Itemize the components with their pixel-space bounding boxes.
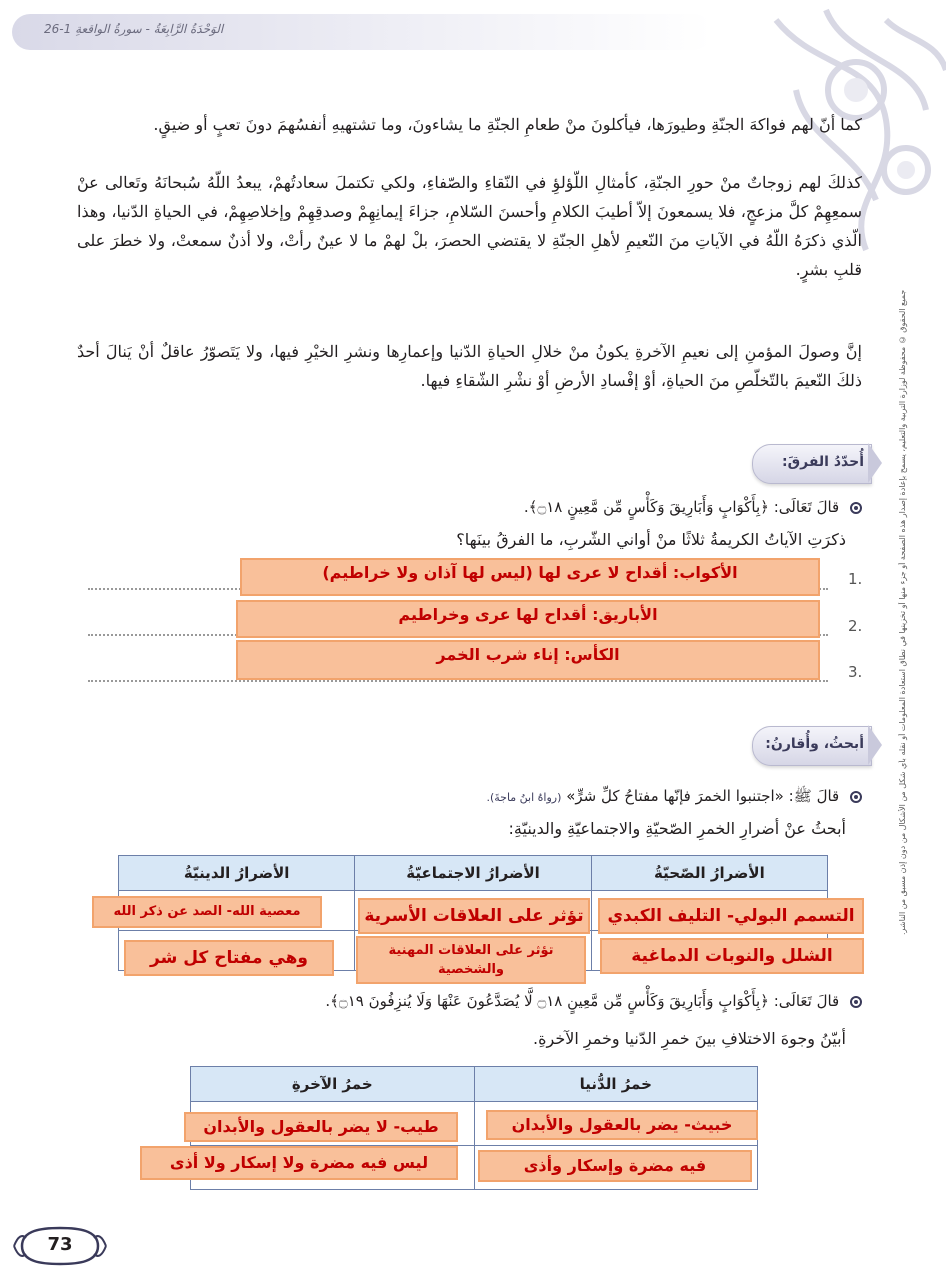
answer-number-3: 3. [848,663,863,681]
header-akhira: خمرُ الآخرةِ [191,1067,475,1102]
answer-box-3[interactable]: الكأس: إناء شرب الخمر [236,640,820,680]
dunya-answer-2[interactable]: فيه مضرة وإسكار وأذى [478,1150,752,1182]
answer-box-1[interactable]: الأكواب: أقداح لا عرى لها (ليس لها آذان ولا خراطيم) [240,558,820,596]
paragraph-1: كما أنّ لهم فواكهَ الجنّةِ وطيورَها، فيأكلونَ منْ طعامِ الجنّةِ ما يشاءونَ، وما تشتهيهِ أنفسُهمَ دونَ تعبٍ أو ضيقٍ. [153,115,862,134]
tab-arrow-icon [868,443,882,483]
answer-number-2: 2. [848,617,863,635]
target-bullet-icon [850,996,862,1008]
akhira-answer-1[interactable]: طيب- لا يضر بالعقول والأبدان [184,1112,458,1142]
akhira-answer-2[interactable]: ليس فيه مضرة ولا إسكار ولا أذى [140,1146,458,1180]
hadith-text: «اجتنبوا الخمرَ فإنّها مفتاحُ كلِّ شرٍّ» [566,787,784,805]
religious-answer-2[interactable]: وهي مفتاح كل شر [124,940,334,976]
question-difference-wine: أبيّنُ وجوهَ الاختلافِ بينَ خمرِ الدّنيا وخمرِ الآخرةِ. [533,1029,846,1048]
dunya-answer-1[interactable]: خبيث- يضر بالعقول والأبدان [486,1110,758,1140]
religious-answer-1[interactable]: معصية الله- الصد عن ذكر الله [92,896,322,928]
question-harms: أبحثُ عنْ أضرارِ الخمرِ الصّحيّةِ والاجتماعيّةِ والدينيّةِ: [508,819,846,838]
answer-number-1: 1. [848,570,863,588]
target-bullet-icon [850,791,862,803]
header-dunya: خمرُ الدُّنيا [474,1067,757,1102]
answer-box-2[interactable]: الأباريق: أقداح لها عرى وخراطيم [236,600,820,638]
question-vessels: ذكرَتِ الآياتُ الكريمةُ ثلاثًا منْ أواني الشّربِ، ما الفرقُ بينَها؟ [456,530,846,549]
section-title-difference: أُحدّدُ الفرقَ: [782,454,864,470]
header-title: الوَحْدَةُ الرَّابِعَةُ - سورةُ الواقعةِ 1-26 [44,22,224,36]
page-number: 73 [47,1234,73,1255]
paragraph-2: كذلكَ لهم زوجاتٌ منْ حورِ الجنّةِ، كأمثالِ اللّؤلؤِ في النّقاءِ والصّفاءِ، ولكي تكتملَ سعادتُهمْ، يبعدُ اللّهُ سُبحانَهُ وتَعالى عنْ سمعِهِمْ كلَّ مزعجٍ، فلا يسمعونَ إلاّ أطيبَ الكلامِ وأحسنَ السّلامِ، جزاءَ إيمانِهِمْ وصدقِهِمْ وإخلاصِهِمْ، في الحياةِ الدّنيا، وهذا الّذي ذكرَهُ اللّهُ في الآياتِ منَ النّعيمِ لأهلِ الجنّةِ لا يقتضي الحصرَ، بلْ لهمْ ما لا عينٌ رأتْ، ولا أذنٌ سمعتْ، ولا خطرَ على قلبِ بشرٍ. [77,173,863,279]
paragraph-3: إنَّ وصولَ المؤمنِ إلى نعيمِ الآخرةِ يكونُ منْ خلالِ الحياةِ الدّنيا وإعمارِها ونشرِ الخيْرِ فيها، ولا يَتَصوّرُ عاقلٌ أنْ يَنالَ أحدٌ ذلكَ النّعيمَ بالتّخلّصِ منَ الحياةِ، أوْ إفْسادِ الأرضِ أوْ نشْرِ الشّقاءِ فيها. [77,342,862,390]
verse-text: ﴿بِأَكْوَابٍ وَأَبَارِيقَ وَكَأْسٍ مِّن مَّعِينٍ ۝١٨﴾. [523,498,769,516]
header-religious: الأضرارُ الدينيّةُ [119,856,355,891]
target-bullet-icon [850,502,862,514]
social-answer-1[interactable]: تؤثر على العلاقات الأسرية [358,898,590,934]
verse2-prefix: قالَ تَعَالَى: [773,992,840,1010]
hadith-line [486,787,862,809]
social-answer-2[interactable]: تؤثر على العلاقات المهنية والشخصية [356,936,586,984]
hadith-prefix: قالَ ﷺ: [788,787,840,805]
verse-line [524,498,862,516]
hadith-source: (رواهُ ابنُ ماجةَ). [486,791,562,804]
health-answer-1[interactable]: التسمم البولي- التليف الكبدي [598,898,864,934]
verse-line-2 [325,992,862,1010]
verse-prefix: قالَ تَعَالَى: [773,498,840,516]
header-health: الأضرارُ الصّحيّةُ [591,856,827,891]
tab-arrow-icon [868,725,882,765]
header-social: الأضرارُ الاجتماعيّةُ [355,856,592,891]
section-title-research: أبحثُ، وأُقارنُ: [765,736,864,752]
page-number-badge [12,1222,108,1270]
answer-line-3 [88,680,828,682]
health-answer-2[interactable]: الشلل والنوبات الدماغية [600,938,864,974]
copyright-side-note: جميع الحقوق © محفوظة لوزارة التربية والتعليم، يسمح بإعادة إصدار هذه الصفحة أو جزء منها أو تخزينها في نطاق استعادة المعلومات أو نقله بأي شكل من الأشكال من دون إذن مسبق من الناشر. [898,290,907,936]
verse2-text: ﴿بِأَكْوَابٍ وَأَبَارِيقَ وَكَأْسٍ مِّن مَّعِينٍ ۝١٨ لَّا يُصَدَّعُونَ عَنْهَا وَلَا يُنزِفُونَ ۝١٩﴾. [325,992,769,1010]
